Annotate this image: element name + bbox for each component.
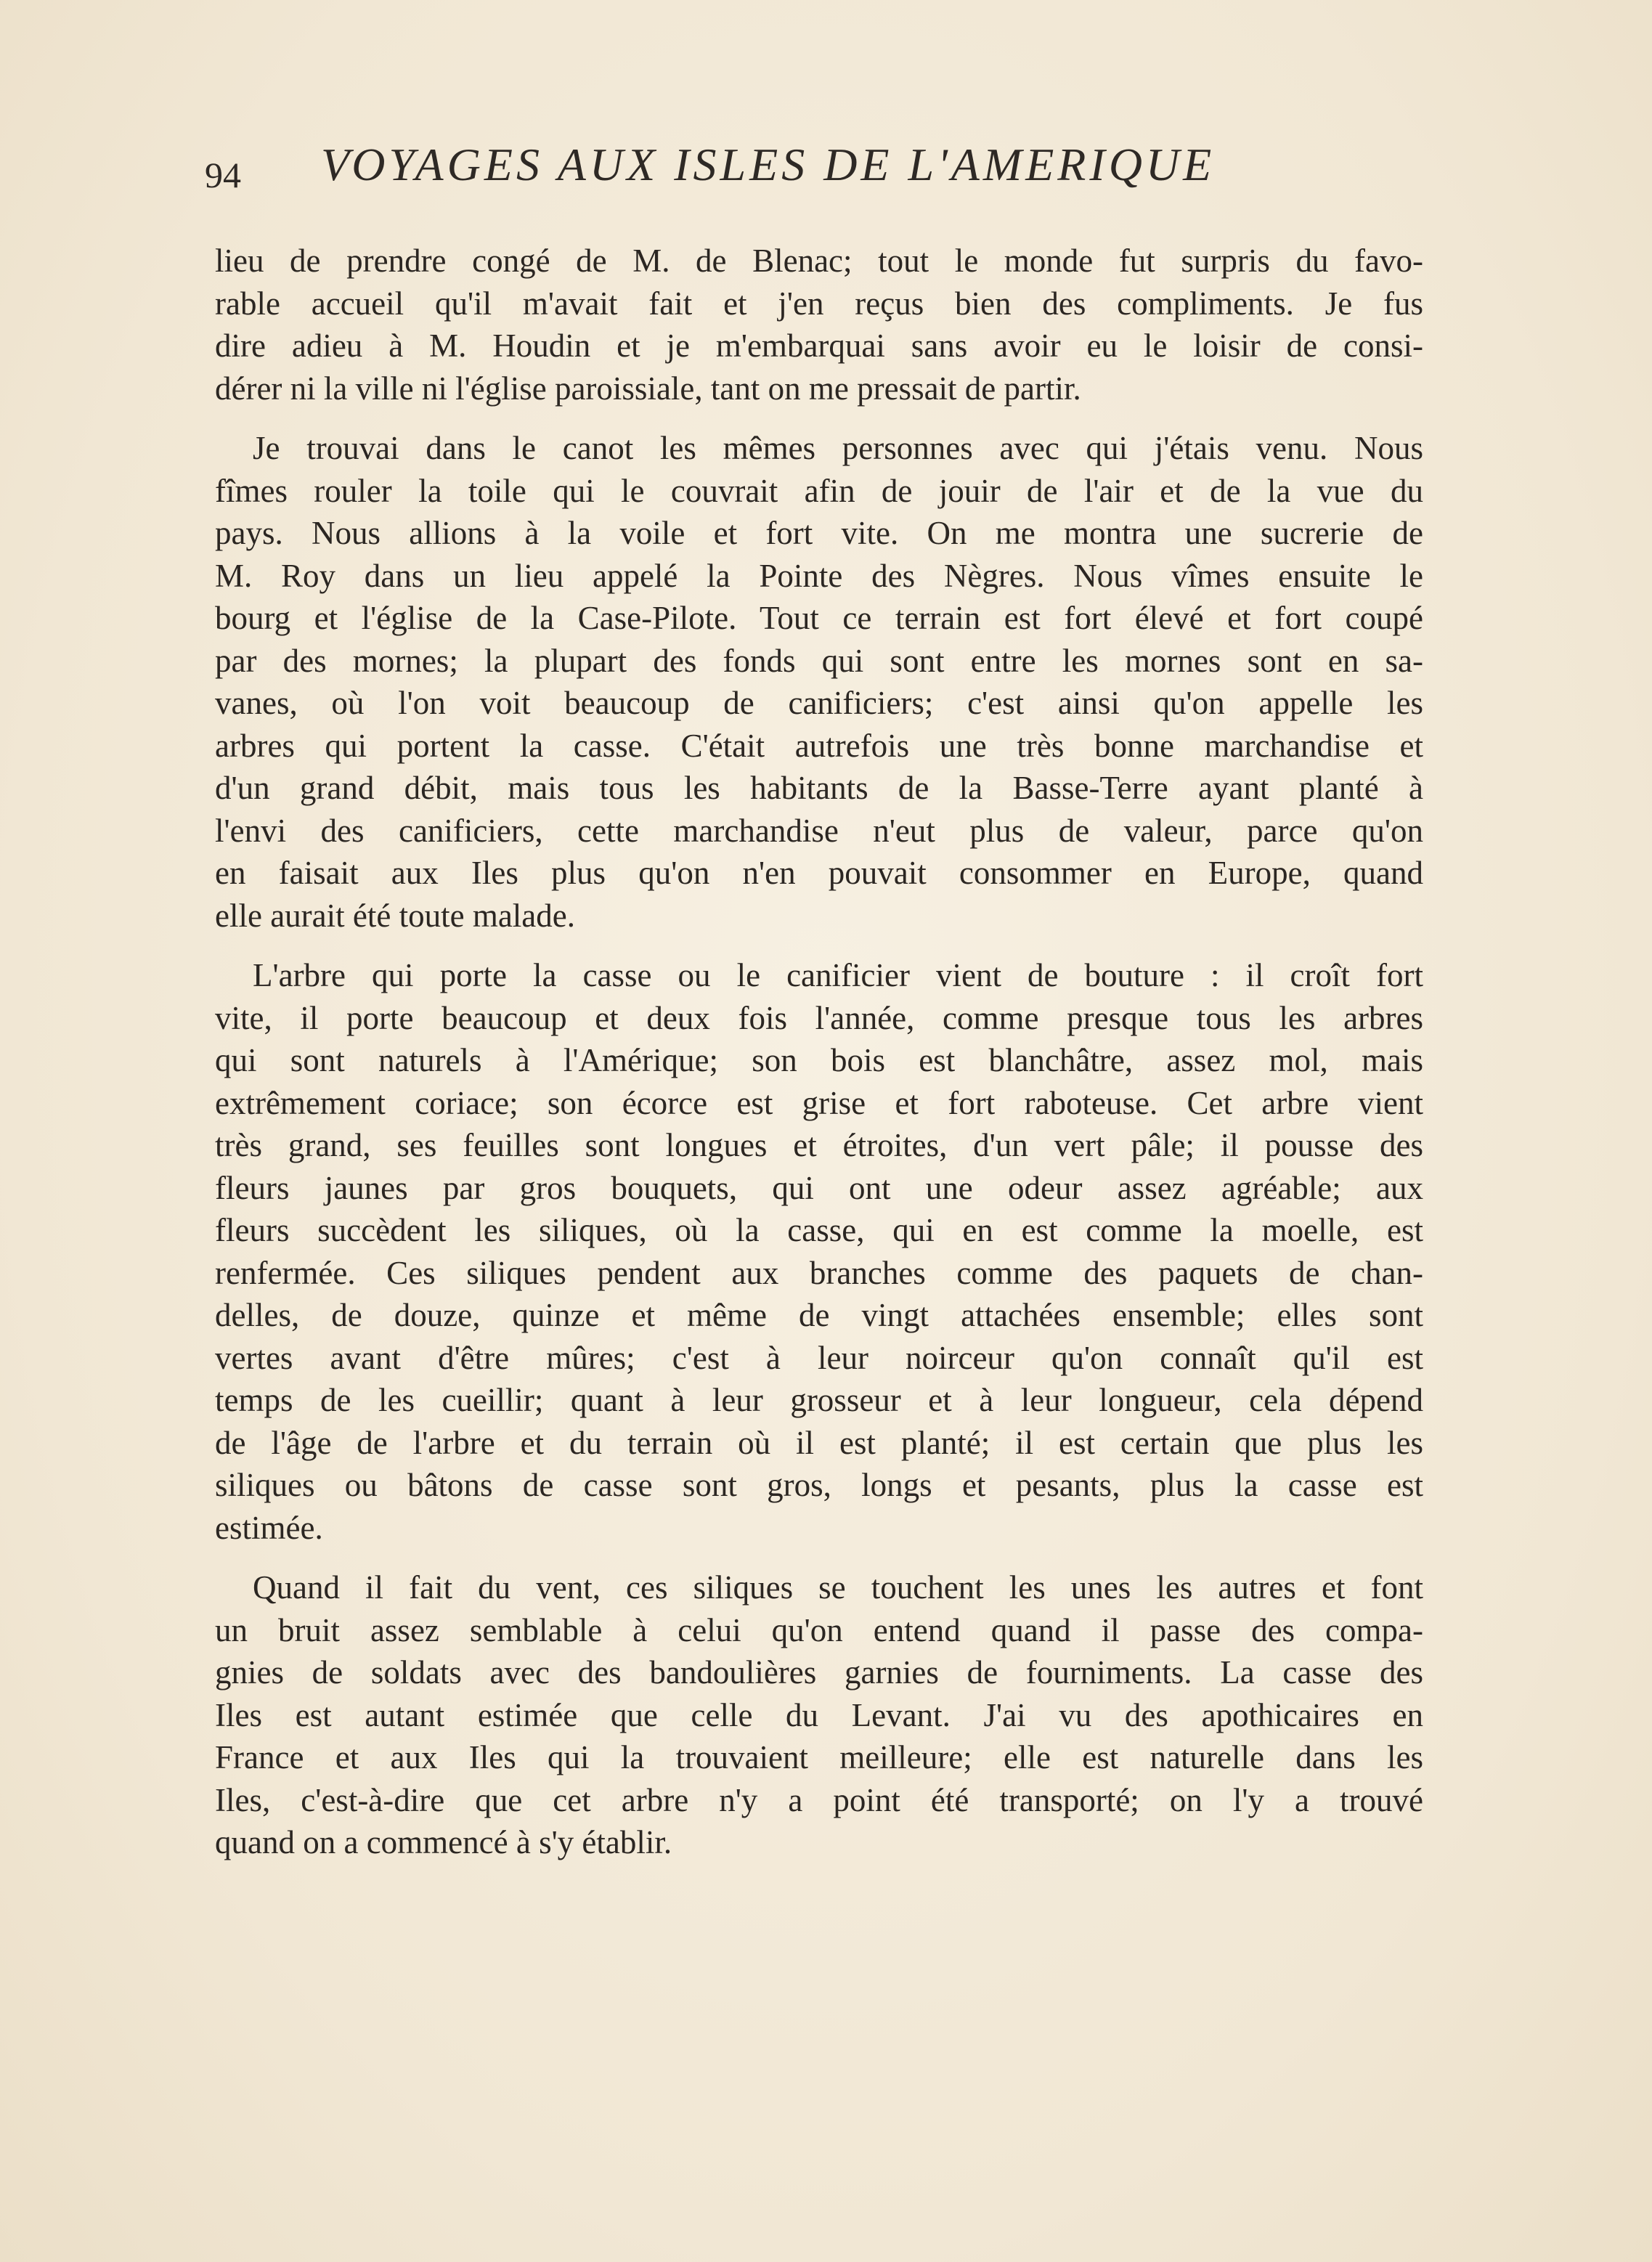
text-line: extrêmement coriace; son écorce est grise et fort raboteuse. Cet arbre vient bbox=[215, 1084, 1423, 1121]
text-line: d'un grand débit, mais tous les habitants de la Basse-Terre ayant planté à bbox=[215, 770, 1423, 806]
text-line: fleurs succèdent les siliques, où la casse, qui en est comme la moelle, est bbox=[215, 1212, 1423, 1248]
text-line: par des mornes; la plupart des fonds qui sont entre les mornes sont en sa- bbox=[215, 642, 1423, 679]
text-line: dire adieu à M. Houdin et je m'embarquai sans avoir eu le loisir de consi- bbox=[215, 327, 1423, 364]
text-line: L'arbre qui porte la casse ou le canificier vient de bouture : il croît fort bbox=[253, 957, 1423, 993]
text-line: Iles est autant estimée que celle du Levant. J'ai vu des apothicaires en bbox=[215, 1696, 1423, 1733]
page-number: 94 bbox=[205, 155, 241, 195]
paragraph bbox=[215, 240, 1423, 410]
text-line: gnies de soldats avec des bandoulières garnies de fourniments. La casse des bbox=[215, 1654, 1423, 1691]
text-line: vertes avant d'être mûres; c'est à leur noirceur qu'on connaît qu'il est bbox=[215, 1339, 1423, 1376]
text-line: estimée. bbox=[215, 1509, 323, 1546]
text-line: en faisait aux Iles plus qu'on n'en pouvait consommer en Europe, quand bbox=[215, 855, 1423, 891]
text-line: très grand, ses feuilles sont longues et étroites, d'un vert pâle; il pousse des bbox=[215, 1127, 1423, 1163]
text-line: qui sont naturels à l'Amérique; son bois est blanchâtre, assez mol, mais bbox=[215, 1042, 1423, 1078]
text-line: vite, il porte beaucoup et deux fois l'année, comme presque tous les arbres bbox=[215, 999, 1423, 1036]
running-header bbox=[205, 138, 1367, 203]
text-line: fîmes rouler la toile qui le couvrait afin de jouir de l'air et de la vue du bbox=[215, 472, 1423, 509]
text-line: un bruit assez semblable à celui qu'on entend quand il passe des compa- bbox=[215, 1611, 1423, 1648]
text-line: de l'âge de l'arbre et du terrain où il est planté; il est certain que plus les bbox=[215, 1424, 1423, 1461]
text-line: siliques ou bâtons de casse sont gros, longs et pesants, plus la casse est bbox=[215, 1467, 1423, 1503]
running-title: VOYAGES AUX ISLES DE L'AMERIQUE bbox=[321, 139, 1216, 190]
text-line: temps de les cueillir; quant à leur grosseur et à leur longueur, cela dépend bbox=[215, 1382, 1423, 1418]
text-line: dérer ni la ville ni l'église paroissiale, tant on me pressait de partir. bbox=[215, 370, 1081, 407]
text-line: France et aux Iles qui la trouvaient meilleure; elle est naturelle dans les bbox=[215, 1739, 1423, 1775]
text-line: Je trouvai dans le canot les mêmes personnes avec qui j'étais venu. Nous bbox=[253, 430, 1423, 466]
text-line: Iles, c'est-à-dire que cet arbre n'y a point été transporté; on l'y a trouvé bbox=[215, 1781, 1423, 1818]
text-line: l'envi des canificiers, cette marchandise n'eut plus de valeur, parce qu'on bbox=[215, 812, 1423, 849]
page-body bbox=[215, 240, 1423, 1881]
text-line: lieu de prendre congé de M. de Blenac; tout le monde fut surpris du favo- bbox=[215, 243, 1423, 279]
text-line: quand on a commencé à s'y établir. bbox=[215, 1824, 672, 1860]
text-line: vanes, où l'on voit beaucoup de canificiers; c'est ainsi qu'on appelle les bbox=[215, 685, 1423, 721]
paragraph bbox=[215, 427, 1423, 937]
text-line: Quand il fait du vent, ces siliques se touchent les unes les autres et font bbox=[253, 1569, 1423, 1606]
text-line: M. Roy dans un lieu appelé la Pointe des Nègres. Nous vîmes ensuite le bbox=[215, 557, 1423, 594]
text-line: delles, de douze, quinze et même de vingt attachées ensemble; elles sont bbox=[215, 1297, 1423, 1333]
text-line: rable accueil qu'il m'avait fait et j'en reçus bien des compliments. Je fus bbox=[215, 285, 1423, 322]
text-line: renfermée. Ces siliques pendent aux branches comme des paquets de chan- bbox=[215, 1254, 1423, 1291]
text-line: bourg et l'église de la Case-Pilote. Tout ce terrain est fort élevé et fort coupé bbox=[215, 600, 1423, 636]
text-line: elle aurait été toute malade. bbox=[215, 897, 575, 934]
paragraph bbox=[215, 1566, 1423, 1864]
paragraph bbox=[215, 954, 1423, 1549]
text-line: pays. Nous allions à la voile et fort vite. On me montra une sucrerie de bbox=[215, 515, 1423, 551]
text-line: fleurs jaunes par gros bouquets, qui ont une odeur assez agréable; aux bbox=[215, 1169, 1423, 1206]
text-line: arbres qui portent la casse. C'était autrefois une très bonne marchandise et bbox=[215, 727, 1423, 764]
